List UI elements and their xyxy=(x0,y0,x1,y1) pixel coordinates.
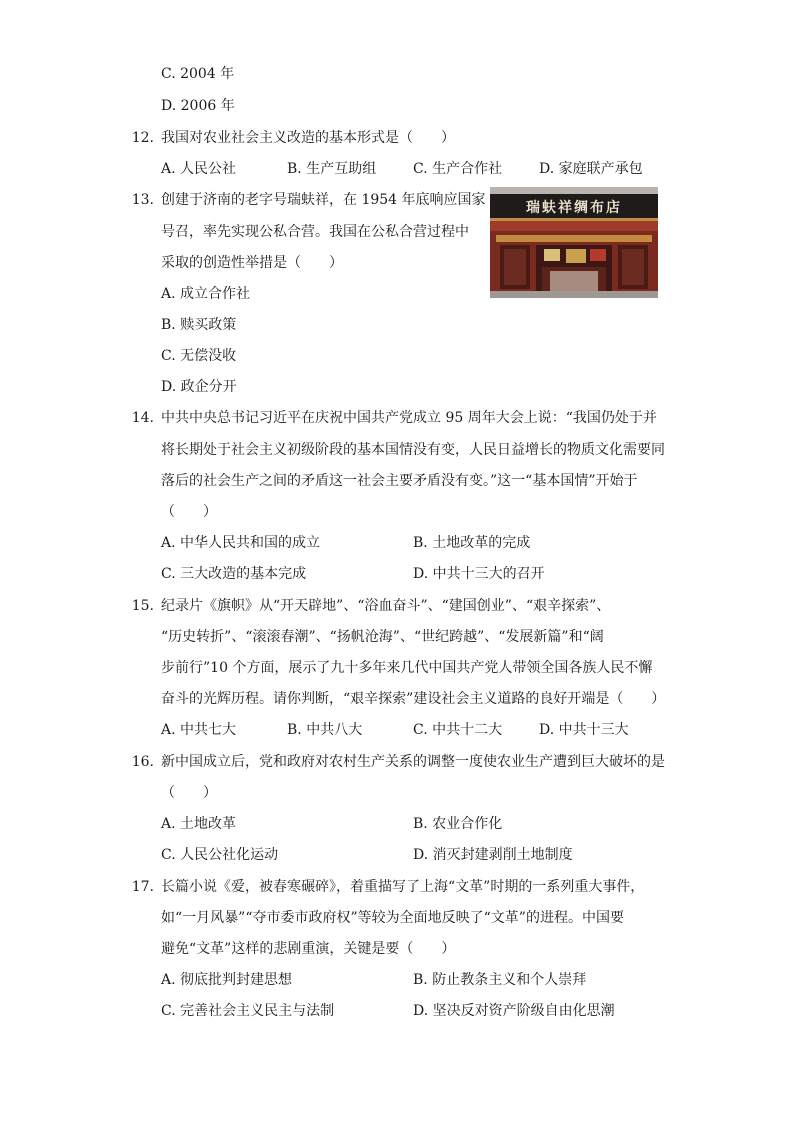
shop-sign-text: 瑞蚨祥绸布店 xyxy=(526,200,622,216)
q14-option-b: B. 土地改革的完成 xyxy=(413,535,531,551)
q12-stem: 我国对农业社会主义改造的基本形式是（ ） xyxy=(161,130,455,146)
q14-stem-line-2: 将长期处于社会主义初级阶段的基本国情没有变，人民日益增长的物质文化需要同 xyxy=(161,442,665,458)
q15-stem-line-1: 纪录片《旗帜》从“开天辟地”、“浴血奋斗”、“建国创业”、“艰辛探索”、 xyxy=(161,598,611,614)
q17-option-b: B. 防止教条主义和个人崇拜 xyxy=(413,972,587,988)
q15-option-c: C. 中共十二大 xyxy=(413,722,503,738)
q14-stem-line-1: 中共中央总书记习近平在庆祝中国共产党成立 95 周年大会上说：“我国仍处于并 xyxy=(161,410,657,426)
q17-stem-line-1: 长篇小说《爱，被春寒碾碎》，着重描写了上海“文革”时期的一系列重大事件， xyxy=(161,879,645,895)
q15-option-a: A. 中共七大 xyxy=(161,722,237,738)
q14-option-d: D. 中共十三大的召开 xyxy=(413,566,545,582)
q15-stem-line-2: “历史转折”、“滚滚春潮”、“扬帆沧海”、“世纪跨越”、“发展新篇”和“阔 xyxy=(161,629,604,645)
q16-number: 16. xyxy=(131,754,154,770)
q13-option-d: D. 政企分开 xyxy=(161,379,237,395)
q12-option-d: D. 家庭联产承包 xyxy=(539,161,643,177)
q13-stem-line-2: 号召，率先实现公私合营。我国在公私合营过程中 xyxy=(161,224,469,240)
q11-option-d: D. 2006 年 xyxy=(161,98,235,114)
q14-stem-line-3: 落后的社会生产之间的矛盾这一社会主要矛盾没有变。”这一“基本国情”开始于 xyxy=(161,473,638,489)
q16-option-d: D. 消灭封建剥削土地制度 xyxy=(413,847,573,863)
q11-option-c: C. 2004 年 xyxy=(161,66,235,82)
q16-stem-line-2: （ ） xyxy=(161,785,217,801)
q15-option-b: B. 中共八大 xyxy=(287,722,363,738)
q17-number: 17. xyxy=(131,879,154,895)
q14-option-c: C. 三大改造的基本完成 xyxy=(161,566,307,582)
q17-stem-line-2: 如“一月风暴”“夺市委市政府权”等较为全面地反映了“文革”的进程。中国要 xyxy=(161,910,624,926)
q17-option-d: D. 坚决反对资产阶级自由化思潮 xyxy=(413,1003,615,1019)
q12-option-b: B. 生产互助组 xyxy=(287,161,377,177)
q14-option-a: A. 中华人民共和国的成立 xyxy=(161,535,321,551)
q17-option-a: A. 彻底批判封建思想 xyxy=(161,972,293,988)
q15-stem-line-3: 步前行”10 个方面，展示了九十多年来几代中国共产党人带领全国各族人民不懈 xyxy=(161,660,653,676)
q14-number: 14. xyxy=(131,410,154,426)
q13-number: 13. xyxy=(131,192,154,208)
q12-option-a: A. 人民公社 xyxy=(161,161,237,177)
q14-stem-line-4: （ ） xyxy=(161,504,217,520)
q16-stem-line-1: 新中国成立后，党和政府对农村生产关系的调整一度使农业生产遭到巨大破坏的是 xyxy=(161,754,665,770)
q13-option-a: A. 成立合作社 xyxy=(161,286,251,302)
q17-option-c: C. 完善社会主义民主与法制 xyxy=(161,1003,335,1019)
q13-stem-line-1: 创建于济南的老字号瑞蚨祥，在 1954 年底响应国家 xyxy=(161,192,486,208)
q13-option-b: B. 赎买政策 xyxy=(161,317,237,333)
q16-option-b: B. 农业合作化 xyxy=(413,816,503,832)
q12-number: 12. xyxy=(131,130,154,146)
q13-stem-line-3: 采取的创造性举措是（ ） xyxy=(161,255,343,271)
storefront-photo xyxy=(490,187,658,298)
q15-stem-line-4: 奋斗的光辉历程。请你判断，“艰辛探索”建设社会主义道路的良好开端是（ ） xyxy=(161,691,666,707)
q12-option-c: C. 生产合作社 xyxy=(413,161,503,177)
q15-number: 15. xyxy=(131,598,154,614)
q15-option-d: D. 中共十三大 xyxy=(539,722,629,738)
q16-option-c: C. 人民公社化运动 xyxy=(161,847,279,863)
q16-option-a: A. 土地改革 xyxy=(161,816,237,832)
q17-stem-line-3: 避免“文革”这样的悲剧重演，关键是要（ ） xyxy=(161,941,456,957)
q13-option-c: C. 无偿没收 xyxy=(161,348,237,364)
